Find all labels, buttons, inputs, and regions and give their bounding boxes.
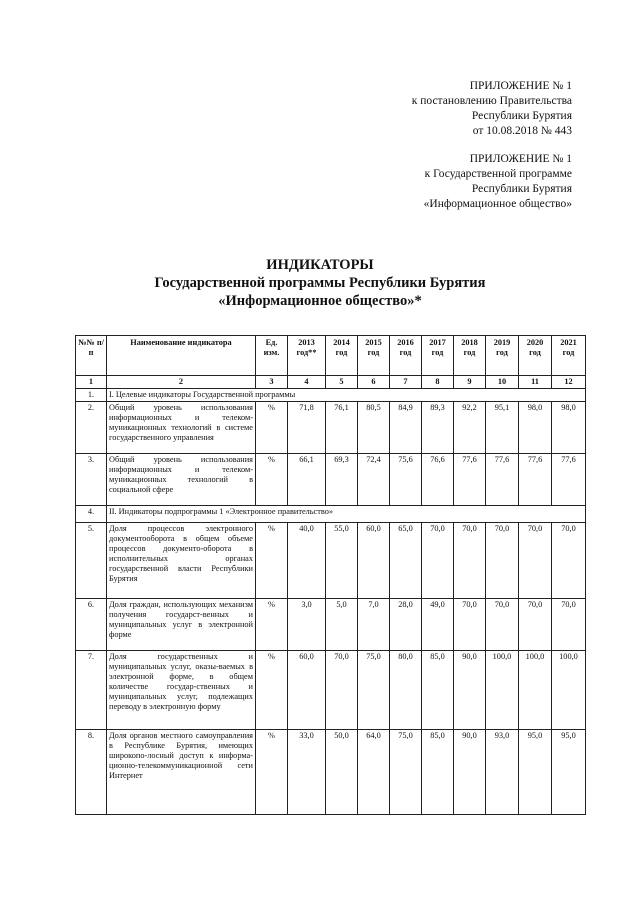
- value-cell: 75,0: [358, 651, 390, 730]
- indicator-name: Доля органов местного самоуправления в Республике Бурятия, имеющих широкопо-лосный доступ к информа-ционно-телекоммуникационной сети Интернет: [107, 730, 256, 815]
- appendix-block-resolution: [412, 79, 572, 139]
- value-cell: 5,0: [326, 599, 358, 651]
- indicator-name: Общий уровень использования информационных и телеком-муникационных технологий в системе государственного управления: [107, 402, 256, 454]
- row-number: 6.: [76, 599, 107, 651]
- table-row: [76, 402, 586, 454]
- value-cell: 40,0: [288, 523, 326, 599]
- value-cell: 70,0: [519, 599, 552, 651]
- column-number: 7: [390, 376, 422, 389]
- value-cell: 70,0: [486, 523, 519, 599]
- column-number: 1: [76, 376, 107, 389]
- unit-cell: %: [256, 730, 288, 815]
- value-cell: 95,0: [519, 730, 552, 815]
- value-cell: 100,0: [519, 651, 552, 730]
- value-cell: 93,0: [486, 730, 519, 815]
- value-cell: 60,0: [288, 651, 326, 730]
- header-year: 2019 год: [486, 336, 519, 376]
- table-row: [76, 730, 586, 815]
- value-cell: 100,0: [486, 651, 519, 730]
- row-number: 5.: [76, 523, 107, 599]
- appendix-line: от 10.08.2018 № 443: [472, 125, 572, 137]
- value-cell: 80,0: [390, 651, 422, 730]
- table-row: [76, 454, 586, 506]
- value-cell: 100,0: [552, 651, 586, 730]
- value-cell: 50,0: [326, 730, 358, 815]
- value-cell: 85,0: [422, 651, 454, 730]
- value-cell: 70,0: [422, 523, 454, 599]
- header-name: Наименование индикатора: [107, 336, 256, 376]
- table-row: [76, 523, 586, 599]
- value-cell: 28,0: [390, 599, 422, 651]
- value-cell: 49,0: [422, 599, 454, 651]
- value-cell: 95,1: [486, 402, 519, 454]
- value-cell: 70,0: [519, 523, 552, 599]
- header-year: 2020 год: [519, 336, 552, 376]
- unit-cell: %: [256, 454, 288, 506]
- value-cell: 80,5: [358, 402, 390, 454]
- value-cell: 98,0: [519, 402, 552, 454]
- header-year: 2017 год: [422, 336, 454, 376]
- value-cell: 84,9: [390, 402, 422, 454]
- title-line: ИНДИКАТОРЫ: [266, 257, 374, 273]
- column-number: 11: [519, 376, 552, 389]
- header-year: 2015 год: [358, 336, 390, 376]
- table-row: [76, 599, 586, 651]
- unit-cell: %: [256, 651, 288, 730]
- value-cell: 70,0: [326, 651, 358, 730]
- value-cell: 98,0: [552, 402, 586, 454]
- value-cell: 64,0: [358, 730, 390, 815]
- value-cell: 85,0: [422, 730, 454, 815]
- header-year: 2018 год: [454, 336, 486, 376]
- appendix-line: к постановлению Правительства: [411, 95, 572, 107]
- value-cell: 60,0: [358, 523, 390, 599]
- value-cell: 70,0: [552, 523, 586, 599]
- row-number: 1.: [76, 389, 107, 402]
- appendix-line: ПРИЛОЖЕНИЕ № 1: [469, 80, 572, 92]
- value-cell: 95,0: [552, 730, 586, 815]
- value-cell: 77,6: [519, 454, 552, 506]
- appendix-block-program: [424, 152, 572, 212]
- value-cell: 71,8: [288, 402, 326, 454]
- indicators-table: [75, 335, 586, 815]
- value-cell: 70,0: [454, 523, 486, 599]
- title-line: Государственной программы Республики Бурятия: [154, 275, 486, 291]
- value-cell: 33,0: [288, 730, 326, 815]
- value-cell: 65,0: [390, 523, 422, 599]
- value-cell: 69,3: [326, 454, 358, 506]
- section-row: [76, 389, 586, 402]
- appendix-line: Республики Бурятия: [471, 183, 572, 195]
- row-number: 4.: [76, 506, 107, 523]
- column-number: 6: [358, 376, 390, 389]
- unit-cell: %: [256, 523, 288, 599]
- appendix-line: ПРИЛОЖЕНИЕ № 1: [469, 153, 572, 165]
- value-cell: 90,0: [454, 651, 486, 730]
- value-cell: 70,0: [486, 599, 519, 651]
- value-cell: 3,0: [288, 599, 326, 651]
- appendix-line: к Государственной программе: [424, 168, 572, 180]
- document-title: [0, 256, 640, 310]
- value-cell: 77,6: [454, 454, 486, 506]
- appendix-line: «Информационное общество»: [423, 198, 572, 210]
- column-number-row: [76, 376, 586, 389]
- value-cell: 7,0: [358, 599, 390, 651]
- value-cell: 77,6: [552, 454, 586, 506]
- title-line: «Информационное общество»*: [218, 293, 422, 309]
- value-cell: 92,2: [454, 402, 486, 454]
- table-header-row: [76, 336, 586, 376]
- indicator-name: Доля процессов электронного документооборота в общем объеме процессов документо-оборота в исполнительных органах государственной власти Республики Бурятия: [107, 523, 256, 599]
- unit-cell: %: [256, 599, 288, 651]
- header-year: 2021 год: [552, 336, 586, 376]
- column-number: 12: [552, 376, 586, 389]
- value-cell: 89,3: [422, 402, 454, 454]
- row-number: 8.: [76, 730, 107, 815]
- header-year: 2016 год: [390, 336, 422, 376]
- value-cell: 72,4: [358, 454, 390, 506]
- column-number: 3: [256, 376, 288, 389]
- section-title: I. Целевые индикаторы Государственной программы: [107, 389, 586, 402]
- appendix-line: Республики Бурятия: [471, 110, 572, 122]
- column-number: 10: [486, 376, 519, 389]
- section-row: [76, 506, 586, 523]
- value-cell: 70,0: [552, 599, 586, 651]
- value-cell: 75,6: [390, 454, 422, 506]
- value-cell: 76,6: [422, 454, 454, 506]
- value-cell: 55,0: [326, 523, 358, 599]
- row-number: 3.: [76, 454, 107, 506]
- indicator-name: Доля граждан, использующих механизм получения государст-венных и муниципальных услуг в электронной форме: [107, 599, 256, 651]
- value-cell: 76,1: [326, 402, 358, 454]
- indicator-name: Доля государственных и муниципальных услуг, оказы-ваемых в электронной форме, в общем количестве государ-ственных и муниципальных услуг, подлежащих переводу в электронную форму: [107, 651, 256, 730]
- column-number: 4: [288, 376, 326, 389]
- header-year: 2013 год**: [288, 336, 326, 376]
- column-number: 2: [107, 376, 256, 389]
- row-number: 7.: [76, 651, 107, 730]
- header-num: №№ п/п: [76, 336, 107, 376]
- section-title: II. Индикаторы подпрограммы 1 «Электронное правительство»: [107, 506, 586, 523]
- value-cell: 66,1: [288, 454, 326, 506]
- row-number: 2.: [76, 402, 107, 454]
- value-cell: 75,0: [390, 730, 422, 815]
- column-number: 5: [326, 376, 358, 389]
- column-number: 9: [454, 376, 486, 389]
- table-row: [76, 651, 586, 730]
- header-year: 2014 год: [326, 336, 358, 376]
- column-number: 8: [422, 376, 454, 389]
- value-cell: 70,0: [454, 599, 486, 651]
- unit-cell: %: [256, 402, 288, 454]
- header-unit: Ед. изм.: [256, 336, 288, 376]
- value-cell: 90,0: [454, 730, 486, 815]
- value-cell: 77,6: [486, 454, 519, 506]
- indicator-name: Общий уровень использования информационных и телеком-муникационных технологий в социальной сфере: [107, 454, 256, 506]
